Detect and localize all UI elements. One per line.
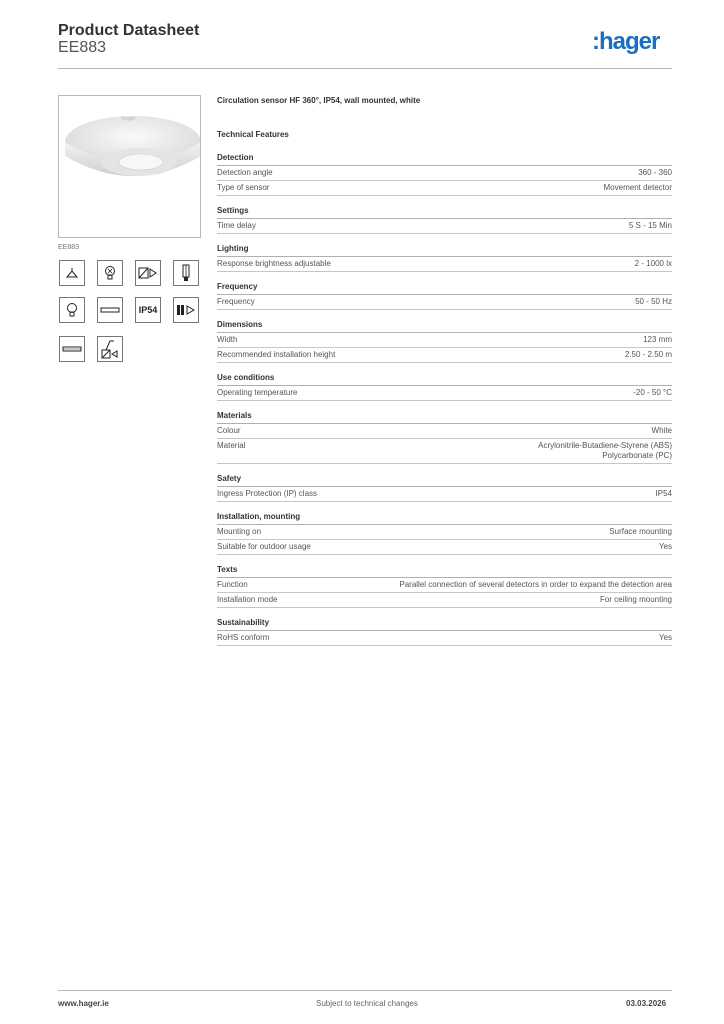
section-dimensions — [217, 319, 672, 363]
fluorescent-tube-icon — [173, 260, 199, 286]
spec-value: Yes — [658, 542, 672, 551]
section-settings — [217, 205, 672, 234]
spec-value: Parallel connection of several detectors in order to expand the detection area — [399, 580, 672, 589]
spec-row — [217, 295, 672, 310]
spec-row — [217, 219, 672, 234]
page-title: Product Datasheet — [58, 22, 200, 39]
section-lighting — [217, 243, 672, 272]
section-detection — [217, 152, 672, 196]
spec-label: Mounting on — [217, 527, 262, 536]
spec-value: 50 - 50 Hz — [635, 297, 672, 306]
spec-label: Response brightness adjustable — [217, 259, 331, 268]
led-bulb-icon — [59, 297, 85, 323]
light-strip-icon — [59, 336, 85, 362]
spec-row — [217, 578, 672, 593]
electronic-ballast-icon — [173, 297, 199, 323]
footer-website[interactable]: www.hager.ie — [58, 999, 109, 1008]
section-title: Sustainability — [217, 617, 672, 631]
spec-label: Colour — [217, 426, 241, 435]
section-safety — [217, 473, 672, 502]
section-frequency — [217, 281, 672, 310]
section-texts — [217, 564, 672, 608]
spec-value: White — [651, 426, 672, 435]
material-value-2: Polycarbonate (PC) — [602, 451, 672, 460]
spec-value: 2.50 - 2.50 m — [624, 350, 672, 359]
spec-row — [217, 525, 672, 540]
section-materials — [217, 410, 672, 464]
footer-date: 03.03.2026 — [626, 999, 667, 1008]
spec-row — [217, 257, 672, 272]
spec-row — [217, 181, 672, 196]
hager-logo: :hager — [592, 28, 660, 55]
header-divider — [58, 68, 672, 69]
material-value-1: Acrylonitrile-Butadiene-Styrene (ABS) — [538, 441, 672, 450]
spec-row — [217, 631, 672, 646]
section-title: Settings — [217, 205, 672, 219]
spec-label: Function — [217, 580, 248, 589]
ip54-label: IP54 — [138, 305, 158, 315]
switch-load-icon — [97, 336, 123, 362]
spec-value: Surface mounting — [609, 527, 672, 536]
halogen-transformer-icon — [135, 260, 161, 286]
svg-text::hager: :hager — [121, 116, 136, 122]
spec-row — [217, 333, 672, 348]
spec-label: Width — [217, 335, 238, 344]
spec-row — [217, 540, 672, 555]
spec-label: Operating temperature — [217, 388, 298, 397]
product-image — [58, 95, 201, 238]
spec-value: 5 S - 15 Min — [628, 221, 672, 230]
spec-label: Installation mode — [217, 595, 278, 604]
product-code: EE883 — [58, 39, 107, 56]
spec-row — [217, 166, 672, 181]
section-title: Use conditions — [217, 372, 672, 386]
product-description: Circulation sensor HF 360°, IP54, wall mounted, white — [217, 96, 421, 105]
footer-divider — [58, 990, 672, 991]
spec-value: 123 mm — [643, 335, 672, 344]
section-title: Lighting — [217, 243, 672, 257]
bulb-icon — [97, 260, 123, 286]
spec-label: Material — [217, 441, 246, 450]
spec-value: 360 - 360 — [638, 168, 672, 177]
spec-value: For ceiling mounting — [599, 595, 672, 604]
spec-row — [217, 439, 672, 464]
spec-row — [217, 424, 672, 439]
section-title: Installation, mounting — [217, 511, 672, 525]
spec-label: Detection angle — [217, 168, 273, 177]
section-title: Texts — [217, 564, 672, 578]
spec-row — [217, 386, 672, 401]
ceiling-lamp-icon — [59, 260, 85, 286]
sensor-image — [59, 96, 201, 238]
spec-label: Type of sensor — [217, 183, 270, 192]
section-title: Safety — [217, 473, 672, 487]
spec-label: RoHS conform — [217, 633, 270, 642]
spec-label: Time delay — [217, 221, 256, 230]
technical-features-heading: Technical Features — [217, 130, 289, 139]
image-caption: EE883 — [58, 244, 80, 251]
section-installation — [217, 511, 672, 555]
spec-value: 2 - 1000 lx — [634, 259, 672, 268]
spec-value: -20 - 50 °C — [633, 388, 672, 397]
section-title: Dimensions — [217, 319, 672, 333]
ip54-icon — [135, 297, 161, 323]
spec-content — [217, 96, 672, 646]
spec-label: Ingress Protection (IP) class — [217, 489, 318, 498]
spec-row — [217, 487, 672, 502]
section-use-conditions — [217, 372, 672, 401]
spec-label: Frequency — [217, 297, 255, 306]
section-title: Frequency — [217, 281, 672, 295]
spec-value: IP54 — [655, 489, 672, 498]
section-title: Detection — [217, 152, 672, 166]
spec-value: Yes — [658, 633, 672, 642]
spec-row — [217, 593, 672, 608]
spec-row — [217, 348, 672, 363]
footer-notice: Subject to technical changes — [316, 999, 418, 1008]
linear-lamp-icon — [97, 297, 123, 323]
spec-label: Recommended installation height — [217, 350, 336, 359]
spec-value: Movement detector — [603, 183, 672, 192]
spec-value — [538, 441, 672, 461]
section-title: Materials — [217, 410, 672, 424]
section-sustainability — [217, 617, 672, 646]
spec-label: Suitable for outdoor usage — [217, 542, 311, 551]
